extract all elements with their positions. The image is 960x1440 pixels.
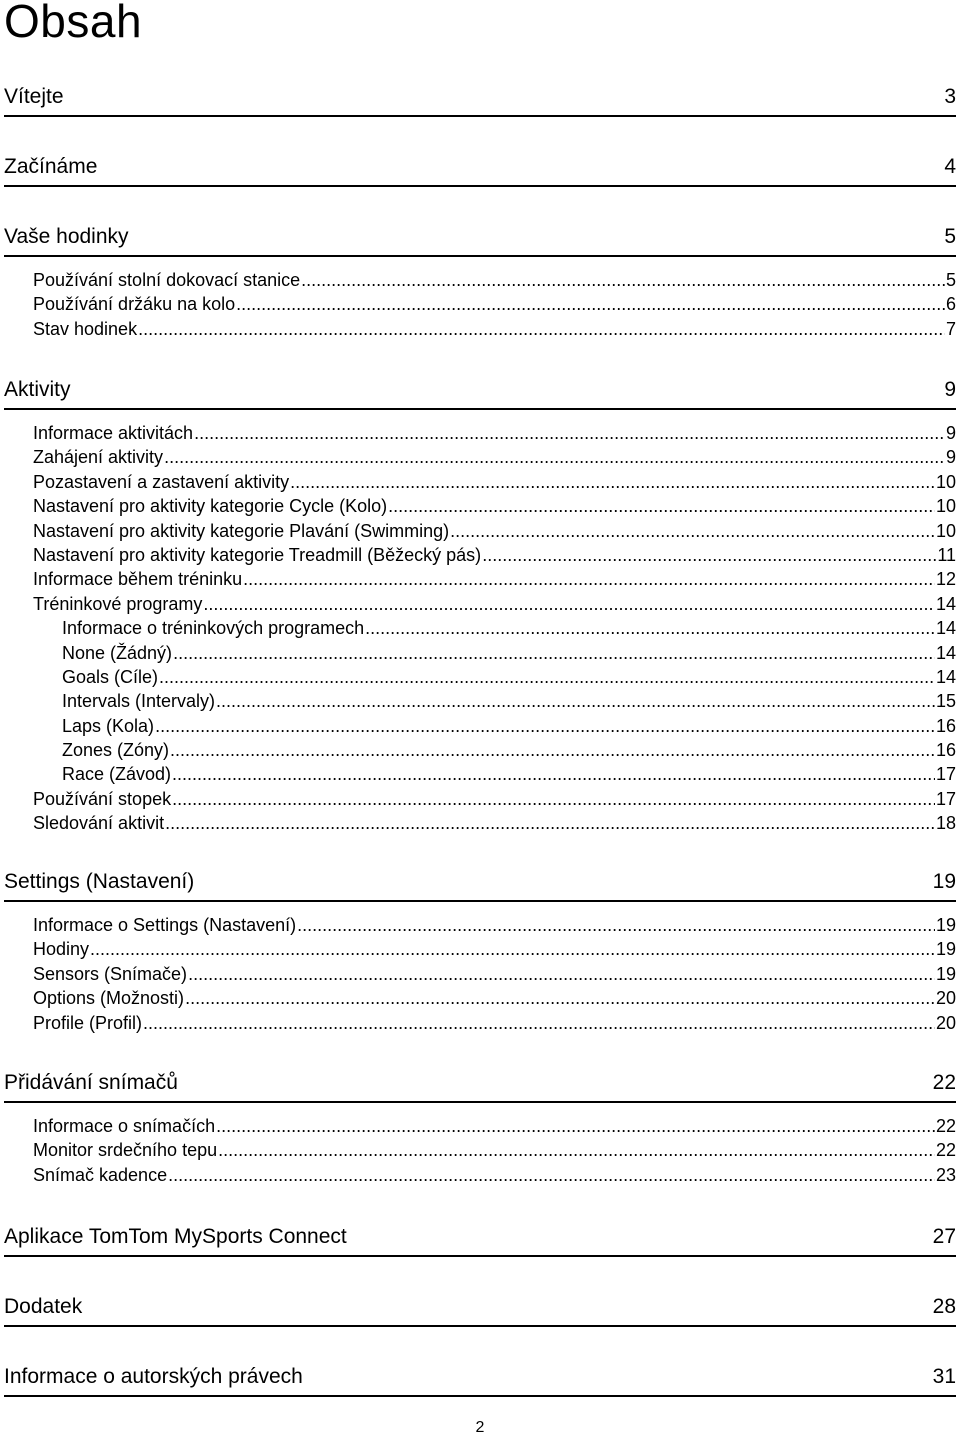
chapter-heading[interactable]: [4, 1219, 956, 1257]
entry-page-number: 9: [945, 447, 956, 468]
entry-page-number: 7: [945, 318, 956, 339]
dot-leader: [165, 811, 935, 835]
dot-leader: [159, 665, 935, 689]
entry-page-number: 20: [935, 1012, 956, 1033]
toc-entry[interactable]: [4, 292, 956, 316]
entry-page-number: 10: [935, 496, 956, 517]
entry-label: Informace aktivitách: [33, 423, 194, 443]
dot-leader: [185, 986, 935, 1010]
dot-leader: [301, 268, 945, 292]
entry-label: Sledování aktivit: [33, 813, 165, 834]
entry-page-number: 16: [935, 715, 956, 736]
dot-leader: [482, 543, 936, 567]
toc-chapter-autorska-prava: [4, 1359, 956, 1397]
entry-label: Intervals (Intervaly): [62, 691, 216, 712]
entry-page-number: 10: [935, 520, 956, 541]
toc-subentry[interactable]: [4, 714, 956, 738]
dot-leader: [388, 494, 935, 518]
chapter-page-number: 31: [932, 1365, 956, 1388]
entry-page-number: 14: [935, 593, 956, 614]
dot-leader: [138, 317, 945, 341]
toc-subentry[interactable]: [4, 689, 956, 713]
toc-entries: [4, 1114, 956, 1187]
entry-label: Snímač kadence: [33, 1164, 168, 1185]
entry-page-number: 20: [935, 988, 956, 1009]
dot-leader: [203, 592, 935, 616]
chapter-title: Settings (Nastavení): [4, 870, 195, 893]
entry-label: Informace o snímačích: [33, 1116, 216, 1136]
chapter-title: Dodatek: [4, 1295, 83, 1318]
dot-leader: [365, 616, 935, 640]
chapter-page-number: 28: [932, 1295, 956, 1318]
toc-entry[interactable]: [4, 913, 956, 937]
entry-label: Používání držáku na kolo: [33, 294, 236, 315]
chapter-page-number: 3: [944, 85, 956, 108]
toc-entry[interactable]: [4, 445, 956, 469]
toc-subentry[interactable]: [4, 641, 956, 665]
toc-chapter-dodatek: [4, 1289, 956, 1327]
entry-page-number: 18: [935, 813, 956, 834]
dot-leader: [290, 470, 935, 494]
chapter-page-number: 22: [932, 1071, 956, 1094]
chapter-title: Aplikace TomTom MySports Connect: [4, 1225, 347, 1248]
entry-label: None (Žádný): [62, 642, 173, 663]
entry-label: Používání stopek: [33, 788, 172, 809]
entry-page-number: 12: [935, 569, 956, 590]
entry-label: Informace o Settings (Nastavení): [33, 915, 297, 935]
dot-leader: [164, 445, 945, 469]
entry-label: Informace o tréninkových programech: [62, 618, 365, 639]
toc-entry[interactable]: [4, 937, 956, 961]
chapter-heading[interactable]: [4, 149, 956, 187]
entry-page-number: 9: [945, 423, 956, 443]
toc-entry[interactable]: [4, 543, 956, 567]
entry-page-number: 19: [935, 915, 956, 935]
page-title: Obsah: [4, 0, 143, 47]
dot-leader: [216, 1114, 935, 1138]
chapter-heading[interactable]: [4, 864, 956, 902]
chapter-page-number: 27: [932, 1225, 956, 1248]
entry-page-number: 19: [935, 939, 956, 960]
dot-leader: [168, 1163, 935, 1187]
toc-subentry[interactable]: [4, 665, 956, 689]
entry-page-number: 17: [935, 788, 956, 809]
entry-page-number: 22: [935, 1116, 956, 1136]
entry-label: Zahájení aktivity: [33, 447, 164, 468]
dot-leader: [155, 714, 935, 738]
dot-leader: [297, 913, 935, 937]
dot-leader: [450, 519, 935, 543]
dot-leader: [172, 787, 935, 811]
entry-page-number: 19: [935, 963, 956, 984]
entry-label: Nastavení pro aktivity kategorie Treadmill (Běžecký pás): [33, 544, 482, 565]
toc-subentry[interactable]: [4, 616, 956, 640]
toc-entries: [4, 268, 956, 341]
entry-page-number: 15: [935, 691, 956, 712]
toc-entry[interactable]: [4, 1138, 956, 1162]
dot-leader: [188, 962, 935, 986]
entry-page-number: 16: [935, 740, 956, 761]
entry-page-number: 23: [935, 1164, 956, 1185]
entry-page-number: 14: [935, 666, 956, 687]
entry-label: Profile (Profil): [33, 1012, 143, 1033]
chapter-heading[interactable]: [4, 1289, 956, 1327]
toc-entry[interactable]: [4, 811, 956, 835]
entry-page-number: 11: [937, 544, 956, 565]
toc-entry[interactable]: [4, 470, 956, 494]
toc-entry[interactable]: [4, 787, 956, 811]
chapter-heading[interactable]: [4, 79, 956, 117]
entry-label: Race (Závod): [62, 764, 172, 785]
dot-leader: [243, 567, 935, 591]
entry-page-number: 14: [935, 642, 956, 663]
toc-chapter-vitejte: [4, 79, 956, 117]
toc-entry[interactable]: [4, 1114, 956, 1138]
chapter-title: Vaše hodinky: [4, 225, 129, 248]
dot-leader: [194, 421, 945, 445]
toc-chapter-zaciname: [4, 149, 956, 187]
chapter-page-number: 5: [944, 225, 956, 248]
entry-label: Goals (Cíle): [62, 666, 159, 687]
entry-label: Options (Možnosti): [33, 988, 185, 1009]
entry-label: Nastavení pro aktivity kategorie Plavání (Swimming): [33, 520, 450, 541]
chapter-page-number: 9: [944, 378, 956, 401]
entry-label: Tréninkové programy: [33, 593, 203, 614]
toc-entry[interactable]: [4, 268, 956, 292]
dot-leader: [216, 689, 935, 713]
entry-label: Sensors (Snímače): [33, 963, 188, 984]
entry-label: Stav hodinek: [33, 318, 138, 339]
toc-entry[interactable]: [4, 1011, 956, 1035]
entry-page-number: 22: [935, 1140, 956, 1161]
entry-label: Laps (Kola): [62, 715, 155, 736]
dot-leader: [236, 292, 945, 316]
toc-entry[interactable]: [4, 1163, 956, 1187]
toc-chapter-settings: [4, 864, 956, 1035]
entry-label: Pozastavení a zastavení aktivity: [33, 471, 290, 492]
dot-leader: [172, 762, 935, 786]
toc-entry[interactable]: [4, 592, 956, 616]
chapter-title: Vítejte: [4, 85, 64, 108]
toc-entries: [4, 421, 956, 836]
toc-chapter-aplikace: [4, 1219, 956, 1257]
toc-entry[interactable]: [4, 567, 956, 591]
dot-leader: [170, 738, 935, 762]
toc-entry[interactable]: [4, 962, 956, 986]
chapter-heading[interactable]: [4, 1065, 956, 1103]
entry-page-number: 17: [935, 764, 956, 785]
toc-chapter-vase-hodinky: [4, 219, 956, 341]
toc-subentry[interactable]: [4, 738, 956, 762]
toc-entry[interactable]: [4, 421, 956, 445]
dot-leader: [90, 937, 935, 961]
entry-label: Používání stolní dokovací stanice: [33, 270, 301, 290]
entry-label: Hodiny: [33, 939, 90, 960]
toc-chapter-aktivity: [4, 372, 956, 836]
entry-label: Nastavení pro aktivity kategorie Cycle (Kolo): [33, 496, 388, 517]
chapter-heading[interactable]: [4, 372, 956, 410]
chapter-title: Přidávání snímačů: [4, 1071, 178, 1094]
toc-entry[interactable]: [4, 494, 956, 518]
chapter-heading[interactable]: [4, 1359, 956, 1397]
dot-leader: [218, 1138, 935, 1162]
entry-page-number: 5: [945, 270, 956, 290]
chapter-title: Aktivity: [4, 378, 71, 401]
entry-page-number: 14: [935, 618, 956, 639]
chapter-heading[interactable]: [4, 219, 956, 257]
entry-label: Informace během tréninku: [33, 569, 243, 590]
entry-page-number: 10: [935, 471, 956, 492]
chapter-title: Začínáme: [4, 155, 98, 178]
chapter-page-number: 19: [932, 870, 956, 893]
toc-entry[interactable]: [4, 317, 956, 341]
toc-subentry[interactable]: [4, 762, 956, 786]
dot-leader: [173, 641, 935, 665]
entry-label: Monitor srdečního tepu: [33, 1140, 218, 1161]
entry-label: Zones (Zóny): [62, 740, 170, 761]
chapter-title: Informace o autorských právech: [4, 1365, 303, 1388]
toc-entries: [4, 913, 956, 1035]
page-number: 2: [475, 1419, 485, 1436]
entry-page-number: 6: [945, 294, 956, 315]
toc-entry[interactable]: [4, 519, 956, 543]
chapter-page-number: 4: [944, 155, 956, 178]
toc-chapter-pridavani-snimacu: [4, 1065, 956, 1187]
dot-leader: [143, 1011, 935, 1035]
toc-entry[interactable]: [4, 986, 956, 1010]
